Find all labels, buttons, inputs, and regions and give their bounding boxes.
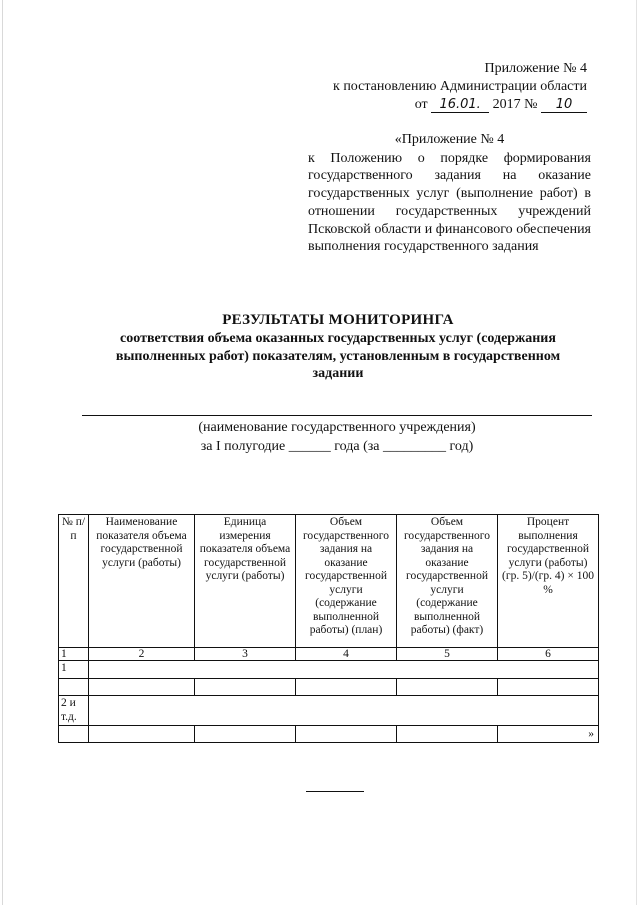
empty-cell bbox=[195, 679, 296, 696]
org-name-caption: (наименование государственного учреждения) bbox=[198, 420, 476, 435]
table-header-row bbox=[59, 515, 599, 648]
annex-title: «Приложение № 4 bbox=[394, 132, 505, 147]
table-row bbox=[59, 679, 599, 696]
empty-cell bbox=[296, 726, 397, 743]
appendix-title: Приложение № 4 bbox=[484, 61, 587, 76]
empty-cell bbox=[89, 726, 195, 743]
column-number-cell: 5 bbox=[397, 648, 498, 661]
column-number-row bbox=[59, 648, 599, 661]
table-row bbox=[59, 696, 599, 726]
document-heading bbox=[90, 311, 586, 383]
appendix-block bbox=[317, 60, 587, 114]
monitoring-table bbox=[58, 514, 599, 743]
empty-cell bbox=[296, 679, 397, 696]
column-number-cell: 6 bbox=[498, 648, 599, 661]
org-name-underline bbox=[82, 415, 592, 416]
header-cell-fact: Объем государственного задания на оказание государственной услуги (содержание выполненной работы) (факт) bbox=[397, 515, 498, 648]
column-number-cell: 4 bbox=[296, 648, 397, 661]
page-edge-left bbox=[2, 0, 3, 905]
header-cell-indicator: Наименование показателя объема государственной услуги (работы) bbox=[89, 515, 195, 648]
annex-body: к Положению о порядке формирования государственного задания на оказание государственных услуг (выполнение работ) в отношении государственных учреждений Псковской области и финансового обеспечения выполнения государственного задания bbox=[308, 150, 591, 255]
heading-title: РЕЗУЛЬТАТЫ МОНИТОРИНГА bbox=[222, 312, 454, 328]
row-label-cell: 2 и т.д. bbox=[59, 696, 89, 726]
date-prefix: от bbox=[414, 97, 428, 112]
page-edge-right bbox=[636, 0, 637, 905]
handwritten-number: 10 bbox=[541, 98, 587, 113]
header-cell-percent: Процент выполнения государственной услуги (работы) (гр. 5)/(гр. 4) × 100 % bbox=[498, 515, 599, 648]
row-label-cell: 1 bbox=[59, 661, 89, 679]
annex-block bbox=[308, 131, 591, 256]
empty-cell bbox=[89, 679, 195, 696]
document-end-line bbox=[306, 791, 364, 792]
appendix-decree: к постановлению Администрации области bbox=[333, 79, 587, 94]
header-cell-number: № п/п bbox=[59, 515, 89, 648]
table-row bbox=[59, 661, 599, 679]
column-number-cell: 2 bbox=[89, 648, 195, 661]
header-cell-unit: Единица измерения показателя объема государственной услуги (работы) bbox=[195, 515, 296, 648]
empty-cell bbox=[397, 726, 498, 743]
empty-cell bbox=[397, 679, 498, 696]
header-cell-plan: Объем государственного задания на оказание государственной услуги (содержание выполненной работы) (план) bbox=[296, 515, 397, 648]
empty-cell bbox=[59, 726, 89, 743]
merged-empty-cell bbox=[89, 661, 599, 679]
empty-cell bbox=[59, 679, 89, 696]
table-row bbox=[59, 726, 599, 743]
merged-empty-cell bbox=[89, 696, 599, 726]
handwritten-date: 16.01. bbox=[431, 98, 489, 113]
column-number-cell: 3 bbox=[195, 648, 296, 661]
empty-cell bbox=[498, 679, 599, 696]
closing-quote: » bbox=[498, 726, 599, 743]
empty-cell bbox=[195, 726, 296, 743]
heading-subtitle: соответствия объема оказанных государственных услуг (содержания выполненных работ) показателям, установленным в государственном задании bbox=[115, 331, 561, 381]
year-text: 2017 № bbox=[492, 97, 538, 112]
appendix-date-line bbox=[317, 96, 587, 114]
column-number-cell: 1 bbox=[59, 648, 89, 661]
reporting-period: за I полугодие ______ года (за _________ год) bbox=[200, 439, 474, 454]
